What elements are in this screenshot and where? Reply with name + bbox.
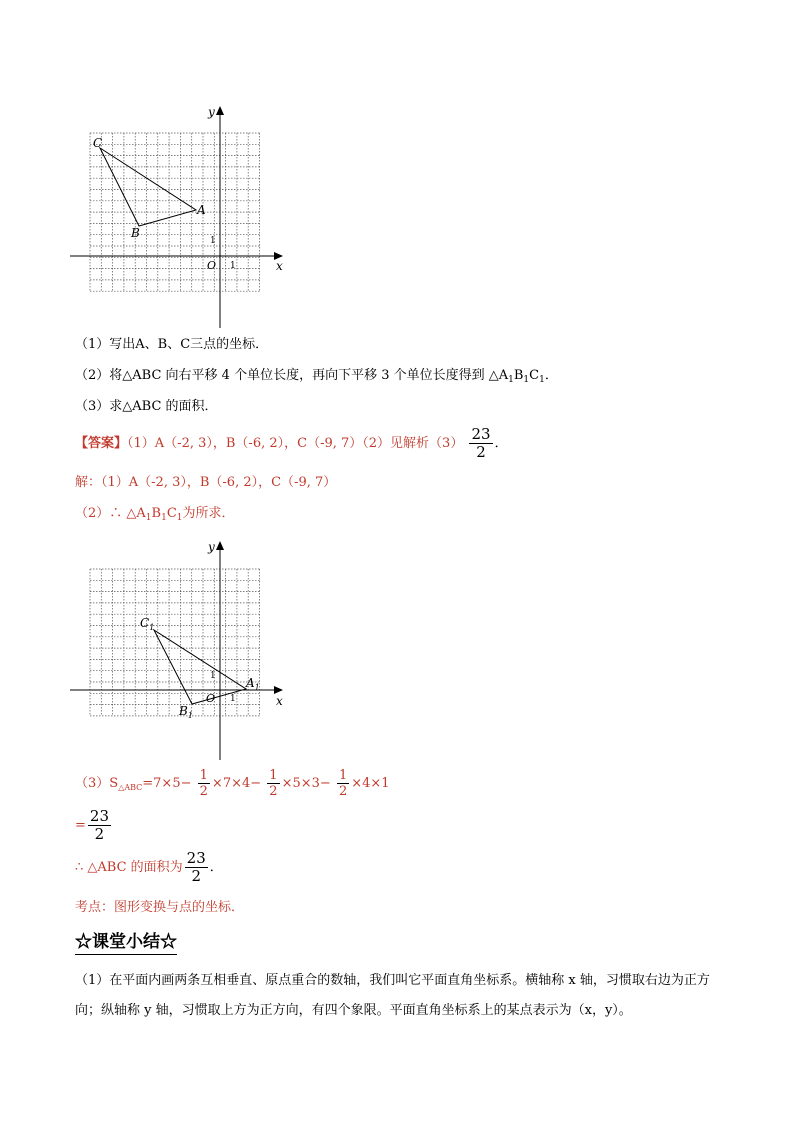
origin-label-2: O — [206, 692, 216, 705]
y-label-2: y — [208, 540, 215, 554]
answer-frac-den: 2 — [476, 443, 486, 461]
s3-c: ×5×3− — [281, 776, 331, 791]
s2-sub-2: 1 — [161, 513, 167, 523]
label-a1: $A_1$ — [246, 676, 260, 692]
summary-heading: ☆课堂小结☆ — [75, 931, 177, 955]
answer-end: ． — [494, 436, 508, 451]
tick-x-2: 1 — [230, 694, 236, 704]
label-b1: $B_1$ — [179, 704, 193, 720]
coordinate-graph-2 — [65, 535, 305, 765]
origin-label-1: O — [207, 259, 217, 272]
y-axis-arrow-2 — [216, 541, 224, 550]
s2-sub-1: 1 — [145, 513, 152, 523]
concl-text: ∴ △ABC 的面积为 — [75, 860, 183, 875]
q2-text: （2）将△ABC 向右平移 4 个单位长度，再向下平移 3 个单位长度得到 △A — [75, 368, 509, 383]
s2-sub-3: 1 — [176, 513, 183, 523]
answer-fraction — [469, 426, 492, 461]
solution-1: 解：（1）A（-2, 3），B（-6, 2），C（-9, 7） — [75, 475, 337, 490]
q2-sub-3: 1 — [539, 375, 545, 385]
s2-text: （2）∴ △A — [75, 506, 146, 521]
summary-paragraph-1: （1）在平面内画两条互相垂直、原点重合的数轴，我们叫它平面直角坐标系。横轴称 x 轴，习惯取右边为正方向；纵轴称 y 轴，习惯取上方为正方向，有四个象限。平面直角坐标系上的某点表示为（x，y）。 — [75, 973, 710, 1018]
answer-frac-num: 23 — [471, 425, 491, 443]
y-axis-arrow-1 — [216, 106, 224, 115]
tick-x-1: 1 — [230, 261, 236, 271]
label-b: B — [131, 226, 140, 240]
half-frac-1: $\frac{1}{2}$ — [199, 768, 208, 799]
q2-end: ． — [544, 368, 558, 383]
x-axis-arrow-2 — [274, 686, 283, 694]
s3-a: =7×5− — [142, 776, 192, 791]
s2-end: 为所求． — [182, 506, 235, 521]
tick-y-2: 1 — [210, 671, 216, 681]
tick-y-1: 1 — [210, 236, 216, 246]
answer-text: （1）A（-2, 3），B（-6, 2），C（-9, 7）（2）见解析（3） — [127, 436, 464, 451]
x-label-1: x — [276, 259, 283, 273]
answer-line — [75, 426, 508, 462]
q2-sub-1: 1 — [508, 375, 514, 385]
question-2 — [75, 367, 558, 389]
question-3: （3）求△ABC 的面积． — [75, 399, 218, 414]
concl-end: ． — [209, 860, 223, 875]
s3-d: ×4×1 — [351, 776, 390, 791]
s2-b: B — [151, 506, 162, 521]
concl-frac: $\frac{23}{2}$ — [186, 849, 206, 885]
half-frac-3: $\frac{1}{2}$ — [338, 768, 348, 799]
solution-2 — [75, 505, 235, 527]
half-frac-2: $\frac{1}{2}$ — [269, 768, 278, 799]
label-a: A — [197, 203, 206, 217]
s3-sub: △ABC — [118, 783, 143, 792]
y-label-1: y — [208, 105, 215, 119]
kaodian: 考点：图形变换与点的坐标． — [75, 900, 245, 915]
solution-result — [75, 808, 113, 844]
solution-conclusion — [75, 850, 223, 886]
s2-c: C — [166, 506, 177, 521]
label-c: C — [93, 136, 103, 150]
coordinate-graph-1 — [65, 100, 305, 335]
answer-tag: 【答案】 — [75, 436, 128, 451]
triangle-abc — [100, 148, 196, 226]
label-c1: $C_1$ — [140, 616, 155, 632]
q2-c: C — [529, 368, 540, 383]
s3-b: ×7×4− — [211, 776, 262, 791]
solution-3 — [75, 766, 390, 806]
triangle-a1b1c1 — [154, 630, 246, 704]
x-label-2: x — [276, 694, 283, 708]
s3-text: （3）S — [75, 776, 119, 791]
result-frac: $\frac{23}{2}$ — [89, 807, 109, 843]
q2-b: B — [513, 368, 524, 383]
eq-sign: = — [75, 818, 86, 833]
q2-sub-2: 1 — [523, 375, 530, 385]
question-1: （1）写出A、B、C三点的坐标． — [75, 337, 269, 352]
